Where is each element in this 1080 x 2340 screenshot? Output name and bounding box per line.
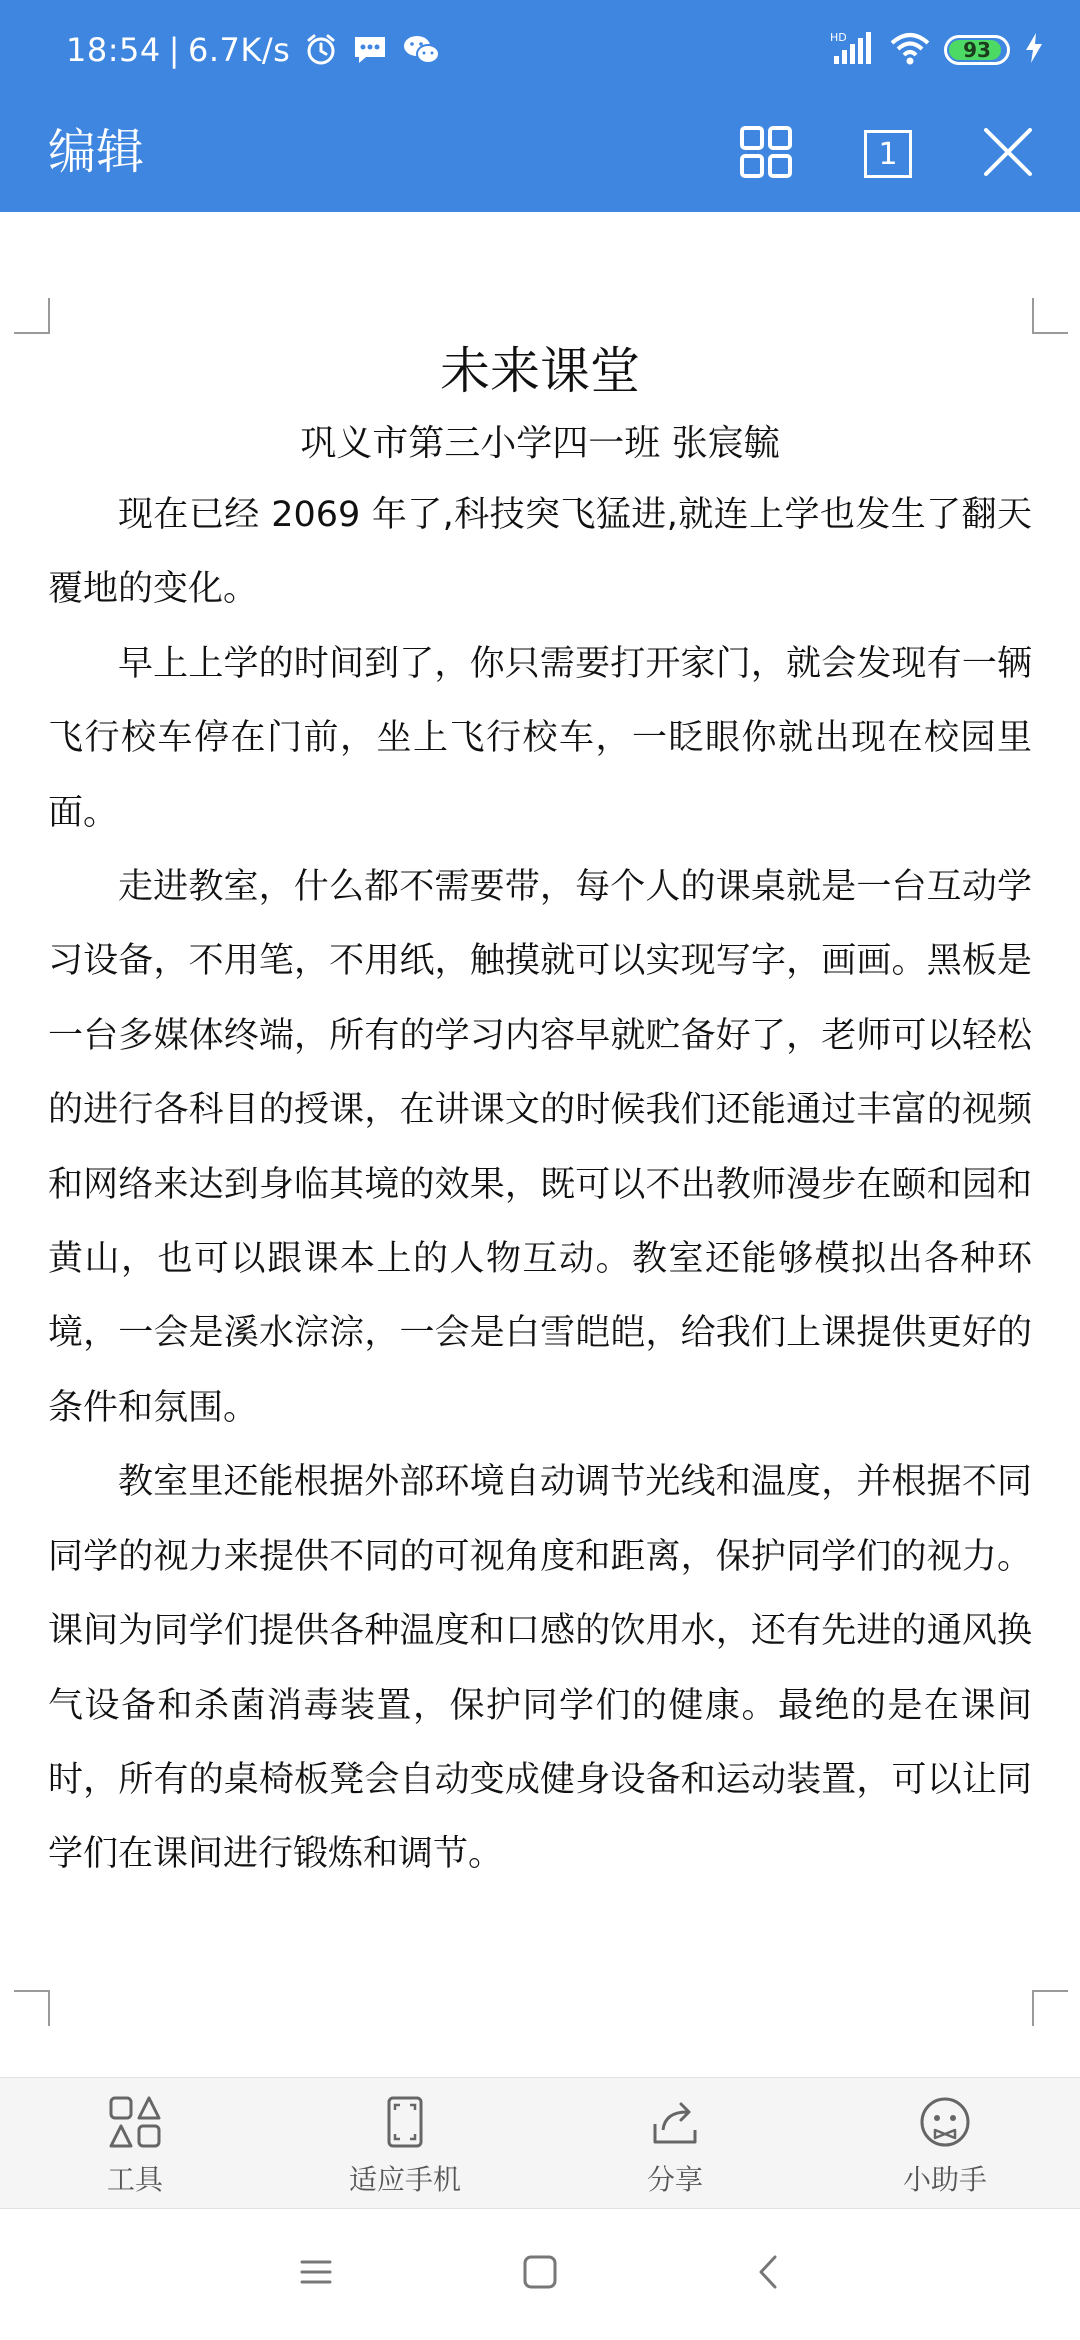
document-paragraph: 教室里还能根据外部环境自动调节光线和温度，并根据不同同学的视力来提供不同的可视角度和距离，保护同学们的视力。课间为同学们提供各种温度和口感的饮用水，还有先进的通风换气设备和杀菌消毒装置，保护同学们的健康。最绝的是在课间时，所有的桌椅板凳会自动变成健身设备和运动装置，可以让同学们在课间进行锻炼和调节。: [48, 1462, 1032, 1875]
status-left: [66, 26, 442, 74]
edit-button[interactable]: 编辑: [48, 124, 145, 180]
page-icon: [864, 130, 912, 178]
share-button[interactable]: [540, 2078, 810, 2208]
grid-view-button[interactable]: [730, 118, 802, 190]
document-paragraph: 走进教室，什么都不需要带，每个人的课桌就是一台互动学习设备，不用笔，不用纸，触摸就可以实现写字，画画。黑板是一台多媒体终端，所有的学习内容早就贮备好了，老师可以轻松的进行各科目的授课，在讲课文的时候我们还能通过丰富的视频和网络来达到身临其境的效果，既可以不出教师漫步在颐和园和黄山，也可以跟课本上的人物互动。教室还能够模拟出各种环境，一会是溪水淙淙，一会是白雪皑皑，给我们上课提供更好的条件和氛围。: [48, 867, 1032, 1428]
document-page: [0, 212, 1080, 2077]
page-corner-mark: [14, 298, 50, 334]
status-bar: [0, 0, 1080, 98]
message-icon: [352, 33, 388, 67]
page-corner-mark: [1032, 1990, 1068, 2026]
alarm-icon: [304, 33, 338, 67]
document-paragraph: 现在已经 2069 年了,科技突飞猛进,就连上学也发生了翻天覆地的变化。: [48, 495, 1032, 610]
fit-screen-label: 适应手机: [348, 2163, 461, 2196]
document-title: 未来课堂: [440, 342, 640, 400]
battery-icon: [944, 35, 1010, 65]
hd-signal-icon: [830, 30, 876, 70]
tools-button[interactable]: [0, 2078, 270, 2208]
page-number: 1: [878, 136, 898, 172]
grid-icon: [739, 125, 793, 183]
menu-button[interactable]: [286, 2244, 346, 2304]
status-separator: |: [168, 31, 180, 69]
network-speed: 6.7K/s: [188, 31, 291, 69]
document-paragraph: 早上上学的时间到了，你只需要打开家门，就会发现有一辆飞行校车停在门前，坐上飞行校车，一眨眼你就出现在校园里面。: [48, 643, 1032, 833]
status-right: [816, 26, 1044, 74]
wechat-icon: [402, 33, 442, 67]
home-icon: [520, 2252, 560, 2296]
menu-icon: [296, 2255, 336, 2293]
bottom-toolbar: [0, 2077, 1080, 2209]
assistant-icon: [915, 2092, 975, 2152]
share-label: 分享: [646, 2163, 703, 2196]
back-icon: [751, 2252, 785, 2296]
battery-level: 93: [963, 38, 991, 62]
close-icon: [982, 126, 1034, 182]
home-button[interactable]: [510, 2244, 570, 2304]
assistant-label: 小助手: [902, 2163, 987, 2196]
system-nav-bar: [0, 2209, 1080, 2340]
app-bar: [0, 98, 1080, 212]
tools-label: 工具: [106, 2163, 163, 2196]
page-indicator-button[interactable]: [852, 118, 924, 190]
assistant-button[interactable]: [810, 2078, 1080, 2208]
back-button[interactable]: [738, 2244, 798, 2304]
charging-icon: [1024, 32, 1044, 68]
document-author: 巩义市第三小学四一班 张宸毓: [300, 423, 780, 464]
svg-text:HD: HD: [830, 31, 847, 44]
fit-screen-button[interactable]: [270, 2078, 540, 2208]
document-body: [48, 478, 1032, 1892]
page-corner-mark: [14, 1990, 50, 2026]
tools-icon: [105, 2092, 165, 2152]
fit-screen-icon: [375, 2092, 435, 2152]
close-button[interactable]: [972, 118, 1044, 190]
wifi-icon: [890, 31, 930, 69]
status-time: 18:54: [66, 31, 161, 69]
share-icon: [645, 2092, 705, 2152]
page-corner-mark: [1032, 298, 1068, 334]
